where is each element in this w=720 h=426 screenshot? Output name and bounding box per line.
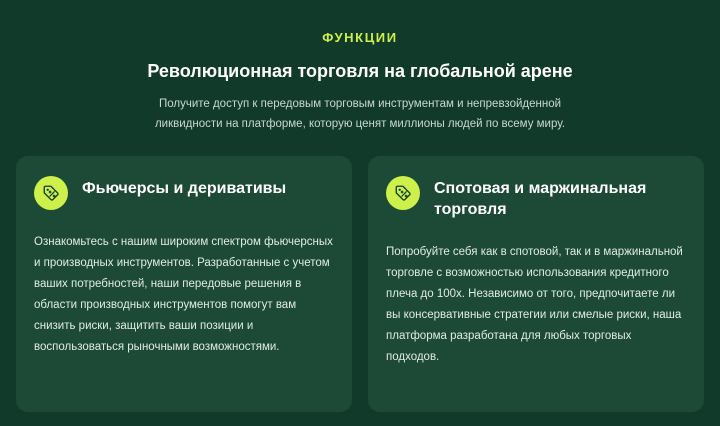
section-subtext: Получите доступ к передовым торговым инструментам и непревзойденной ликвидности на платформе, которую ценят миллионы людей по всему миру.	[154, 98, 566, 130]
percent-tag-icon	[34, 176, 68, 210]
section-eyebrow: ФУНКЦИИ	[322, 30, 398, 45]
card-header	[386, 174, 686, 220]
card-body-text: Попробуйте себя как в спотовой, так и в маржинальной торговле с возможностью использования кредитного плеча до 100x. Независимо от того, предпочитаете ли вы консервативные стратегии или смелые риски, наша платформа разработана для любых торговых подходов.	[386, 246, 683, 363]
card-body-text: Ознакомьтесь с нашим широким спектром фьючерсных и производных инструментов. Разработанные с учетом ваших потребностей, наши передовые решения в области производных инструментов помогут вам снизить риски, защитить ваши позиции и воспользоваться рыночными возможностями.	[34, 236, 333, 353]
card-header	[34, 174, 334, 210]
feature-card-list	[8, 156, 712, 412]
card-title: Спотовая и маржинальная торговля	[434, 180, 647, 218]
feature-card-spot-margin	[368, 156, 704, 412]
feature-card-futures	[16, 156, 352, 412]
page-title: Революционная торговля на глобальной арене	[147, 61, 573, 81]
card-title: Фьючерсы и деривативы	[82, 180, 287, 197]
percent-tag-icon	[386, 176, 420, 210]
